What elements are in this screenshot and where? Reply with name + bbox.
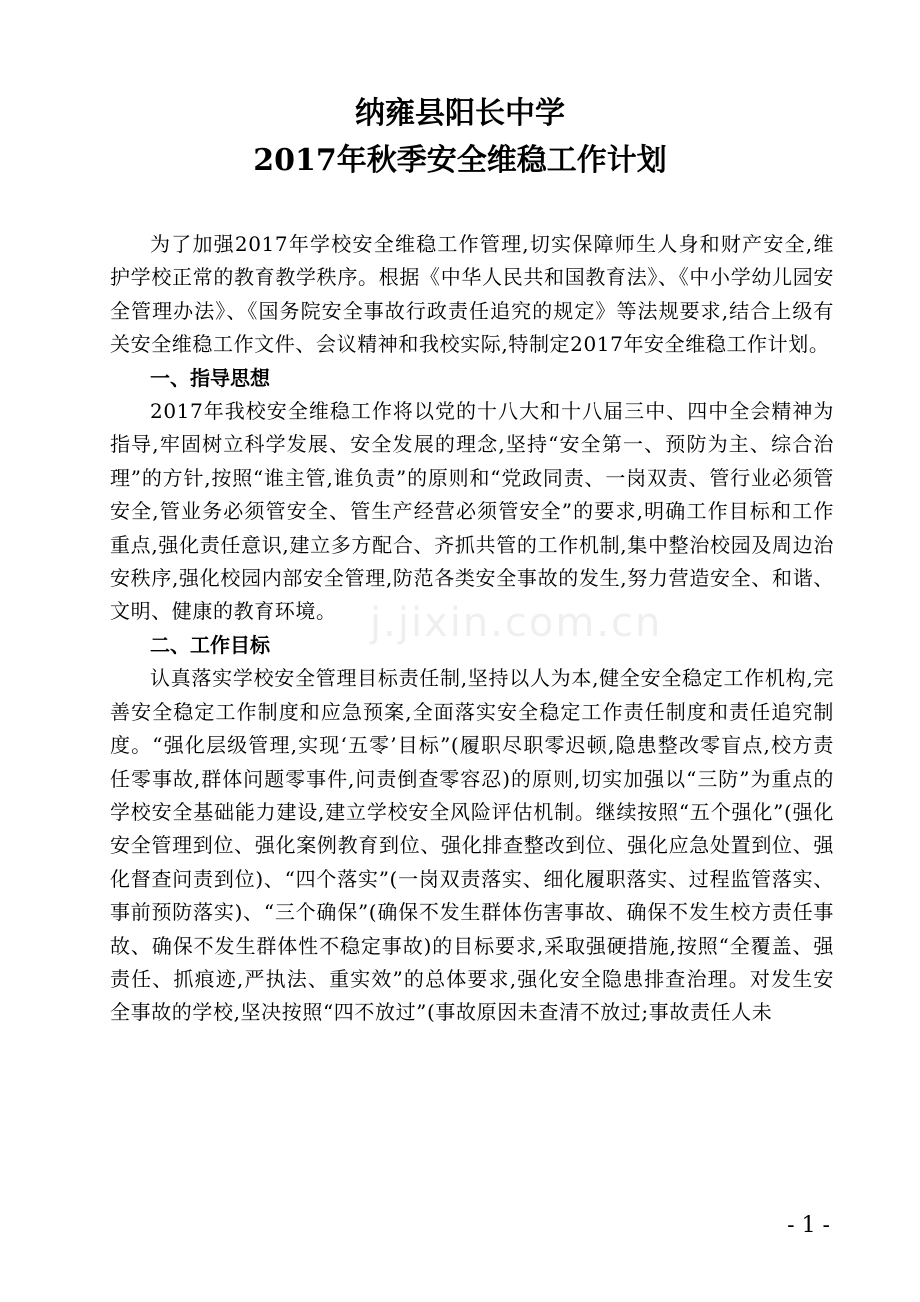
document-title-school: 纳雍县阳长中学 xyxy=(355,96,565,131)
document-title-plan: 2017年秋季安全维稳工作计划 xyxy=(253,143,667,178)
section-heading-guiding-ideology: 一、指导思想 xyxy=(150,365,270,390)
intro-paragraph: 为了加强2017年学校安全维稳工作管理,切实保障师生人身和财产安全,维护学校正常的教育教学秩序。根据《中华人民共和国教育法》、《中小学幼儿园安全管理办法》、《国务院安全事故行政责任追究的规定》等法规要求,结合上级有关安全维稳工作文件、会议精神和我校实际,特制定2017年安全维稳工作计划。 xyxy=(110,232,834,357)
watermark: j.jixin.com.cn xyxy=(370,600,663,646)
work-goals-paragraph: 认真落实学校安全管理目标责任制,坚持以人为本,健全安全稳定工作机构,完善安全稳定工作制度和应急预案,全面落实安全稳定工作责任制度和责任追究制度。“强化层级管理,实现‘五零’目标”(履职尽职零迟顿,隐患整改零盲点,校方责任零事故,群体问题零事件,问责倒查零容忍)的原则,切实加强以“三防”为重点的学校安全基础能力建设,建立学校安全风险评估机制。继续按照“五个强化”(强化安全管理到位、强化案例教育到位、强化排查整改到位、强化应急处置到位、强化督查问责到位)、“四个落实”(一岗双责落实、细化履职落实、过程监管落实、事前预防落实)、“三个确保”(确保不发生群体伤害事故、确保不发生校方责任事故、确保不发生群体性不稳定事故)的目标要求,采取强硬措施,按照“全覆盖、强责任、抓痕迹,严执法、重实效”的总体要求,强化安全隐患排查治理。对发生安全事故的学校,坚决按照“四不放过”(事故原因未查清不放过;事故责任人未 xyxy=(110,666,834,1025)
guiding-ideology-paragraph: 2017年我校安全维稳工作将以党的十八大和十八届三中、四中全会精神为指导,牢固树立科学发展、安全发展的理念,坚持“安全第一、预防为主、综合治理”的方针,按照“谁主管,谁负责”的原则和“党政同责、一岗双责、管行业必须管安全,管业务必须管安全、管生产经营必须管安全”的要求,明确工作目标和工作重点,强化责任意识,建立多方配合、齐抓共管的工作机制,集中整治校园及周边治安秩序,强化校园内部安全管理,防范各类安全事故的发生,努力营造安全、和谐、文明、健康的教育环境。 xyxy=(110,399,834,624)
page-number: - 1 - xyxy=(787,1213,830,1238)
section-heading-work-goals: 二、工作目标 xyxy=(150,632,270,657)
